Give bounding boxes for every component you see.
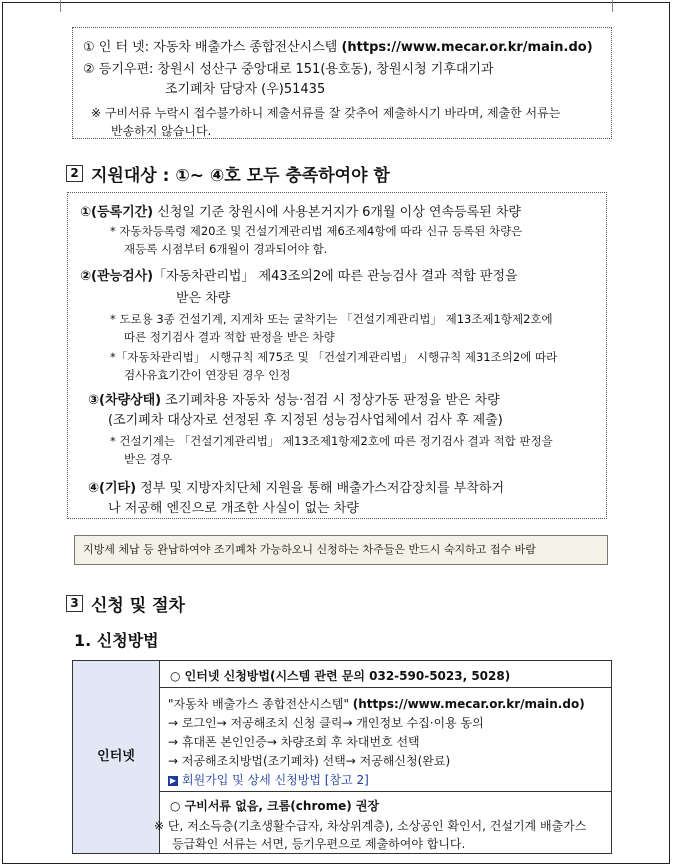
registered-mail-line: ② 등기우편: 창원시 성산구 중앙대로 151(용호동), 창원시청 기후대기과	[83, 62, 494, 77]
criterion-3-note-2: 받은 경우	[124, 452, 173, 466]
row-divider	[160, 791, 612, 792]
crop-mark	[60, 0, 61, 12]
crop-mark	[612, 0, 613, 12]
section-2-title: 지원대상 : ①~ ④호 모두 충족하여야 함	[91, 166, 390, 186]
internet-method-cell	[154, 660, 612, 854]
criterion-3-cont: (조기폐차 대상자로 선정된 후 지정된 성능검사업체에서 검사 후 제출)	[108, 413, 503, 428]
criterion-2-note-2: 따른 정기검사 결과 적합 판정을 받은 차량	[124, 330, 335, 344]
criterion-1-note-2: 재등록 시점부터 6개월이 경과되어야 함.	[124, 242, 328, 256]
arrow-right-icon: ▶	[169, 775, 177, 785]
criterion-3: ③(차량상태) 조기폐차용 자동차 성능·점검 시 정상가동 판정을 받은 차량	[88, 393, 500, 408]
step-line-3: → 저공해조치방법(조기폐차) 선택→ 저공해신청(완료)	[168, 754, 451, 768]
internet-method-line: ① 인 터 넷: 자동차 배출가스 종합전산시스템 (https://www.mecar.or.kr/main.do)	[83, 40, 593, 55]
eligibility-box	[67, 192, 607, 519]
section-number-box: 3	[66, 595, 83, 612]
notice-line: ※ 구비서류 누락시 접수불가하니 제출서류를 잘 갖추어 제출하시기 바라며, 제출한 서류는	[91, 106, 561, 120]
criterion-2-note-3: *「자동차관리법」 시행규칙 제75조 및 「건설기계관리법」 시행규칙 제31조의2에 따라	[110, 350, 558, 364]
documents-line: ○ 구비서류 없음, 크롬(chrome) 권장	[170, 799, 380, 813]
internet-label-cell: 인터넷	[72, 660, 160, 854]
step-line-2: → 휴대폰 본인인증→ 차량조회 후 차대번호 선택	[168, 735, 420, 749]
row-divider	[160, 687, 612, 688]
submission-methods-box	[72, 27, 612, 139]
notice-line-2: 반송하지 않습니다.	[111, 124, 212, 138]
application-method-title: 1. 신청방법	[74, 631, 159, 650]
criterion-2-note-4: 검사유효기간이 연장된 경우 인정	[124, 368, 291, 382]
system-name-line: "자동차 배출가스 종합전산시스템" (https://www.mecar.or.kr/main.do)	[168, 697, 585, 711]
section-3-title: 신청 및 절차	[91, 596, 185, 616]
criterion-2-note: * 도로용 3종 건설기계, 지게차 또는 굴착기는 「건설기계관리법」 제13조제1항제2호에	[110, 312, 553, 326]
section-2-heading	[66, 161, 390, 186]
criterion-1-note: * 자동차등록령 제20조 및 건설기계관리법 제6조제4항에 따라 신규 등록된 차량은	[110, 224, 523, 238]
section-3-heading	[66, 591, 185, 616]
section-number-box: 2	[66, 165, 83, 182]
internet-method-heading: ○ 인터넷 신청방법(시스템 관련 문의 032-590-5023, 5028)	[170, 669, 511, 683]
exception-line-2: 등급확인 서류는 서면, 등기우편으로 제출하여야 합니다.	[172, 837, 466, 851]
registered-mail-line-2: 조기폐차 담당자 (우)51435	[165, 82, 326, 97]
criterion-2-cont: 받은 차량	[176, 291, 231, 306]
step-line-1: → 로그인→ 저공해조치 신청 클릭→ 개인정보 수집·이용 동의	[168, 716, 484, 730]
criterion-2: ②(관능검사)「자동차관리법」 제43조의2에 따른 관능검사 결과 적합 판정을	[80, 269, 518, 284]
criterion-4-cont: 나 저공해 엔진으로 개조한 사실이 없는 차량	[108, 501, 359, 516]
mecar-url[interactable]: (https://www.mecar.or.kr/main.do)	[341, 40, 593, 55]
signup-guide-line: ▶ 회원가입 및 상세 신청방법 [참고 2]	[169, 773, 369, 787]
exception-line: ※ 단, 저소득층(기초생활수급자, 차상위계층), 소상공인 확인서, 건설기계 배출가스	[154, 819, 587, 833]
criterion-3-note: * 건설기계는 「건설기계관리법」 제13조제1항제2호에 따른 정기검사 결과 적합 판정을	[110, 434, 553, 448]
tax-notice-box: 지방세 체납 등 완납하여야 조기폐차 가능하오니 신청하는 차주들은 반드시 숙지하고 접수 바람	[74, 535, 608, 565]
criterion-1: ①(등록기간) 신청일 기준 창원시에 사용본거지가 6개월 이상 연속등록된 차량	[80, 205, 521, 220]
mecar-url-link[interactable]: (https://www.mecar.or.kr/main.do)	[352, 697, 585, 711]
criterion-4: ④(기타) 정부 및 지방자치단체 지원을 통해 배출가스저감장치를 부착하거	[88, 481, 505, 496]
